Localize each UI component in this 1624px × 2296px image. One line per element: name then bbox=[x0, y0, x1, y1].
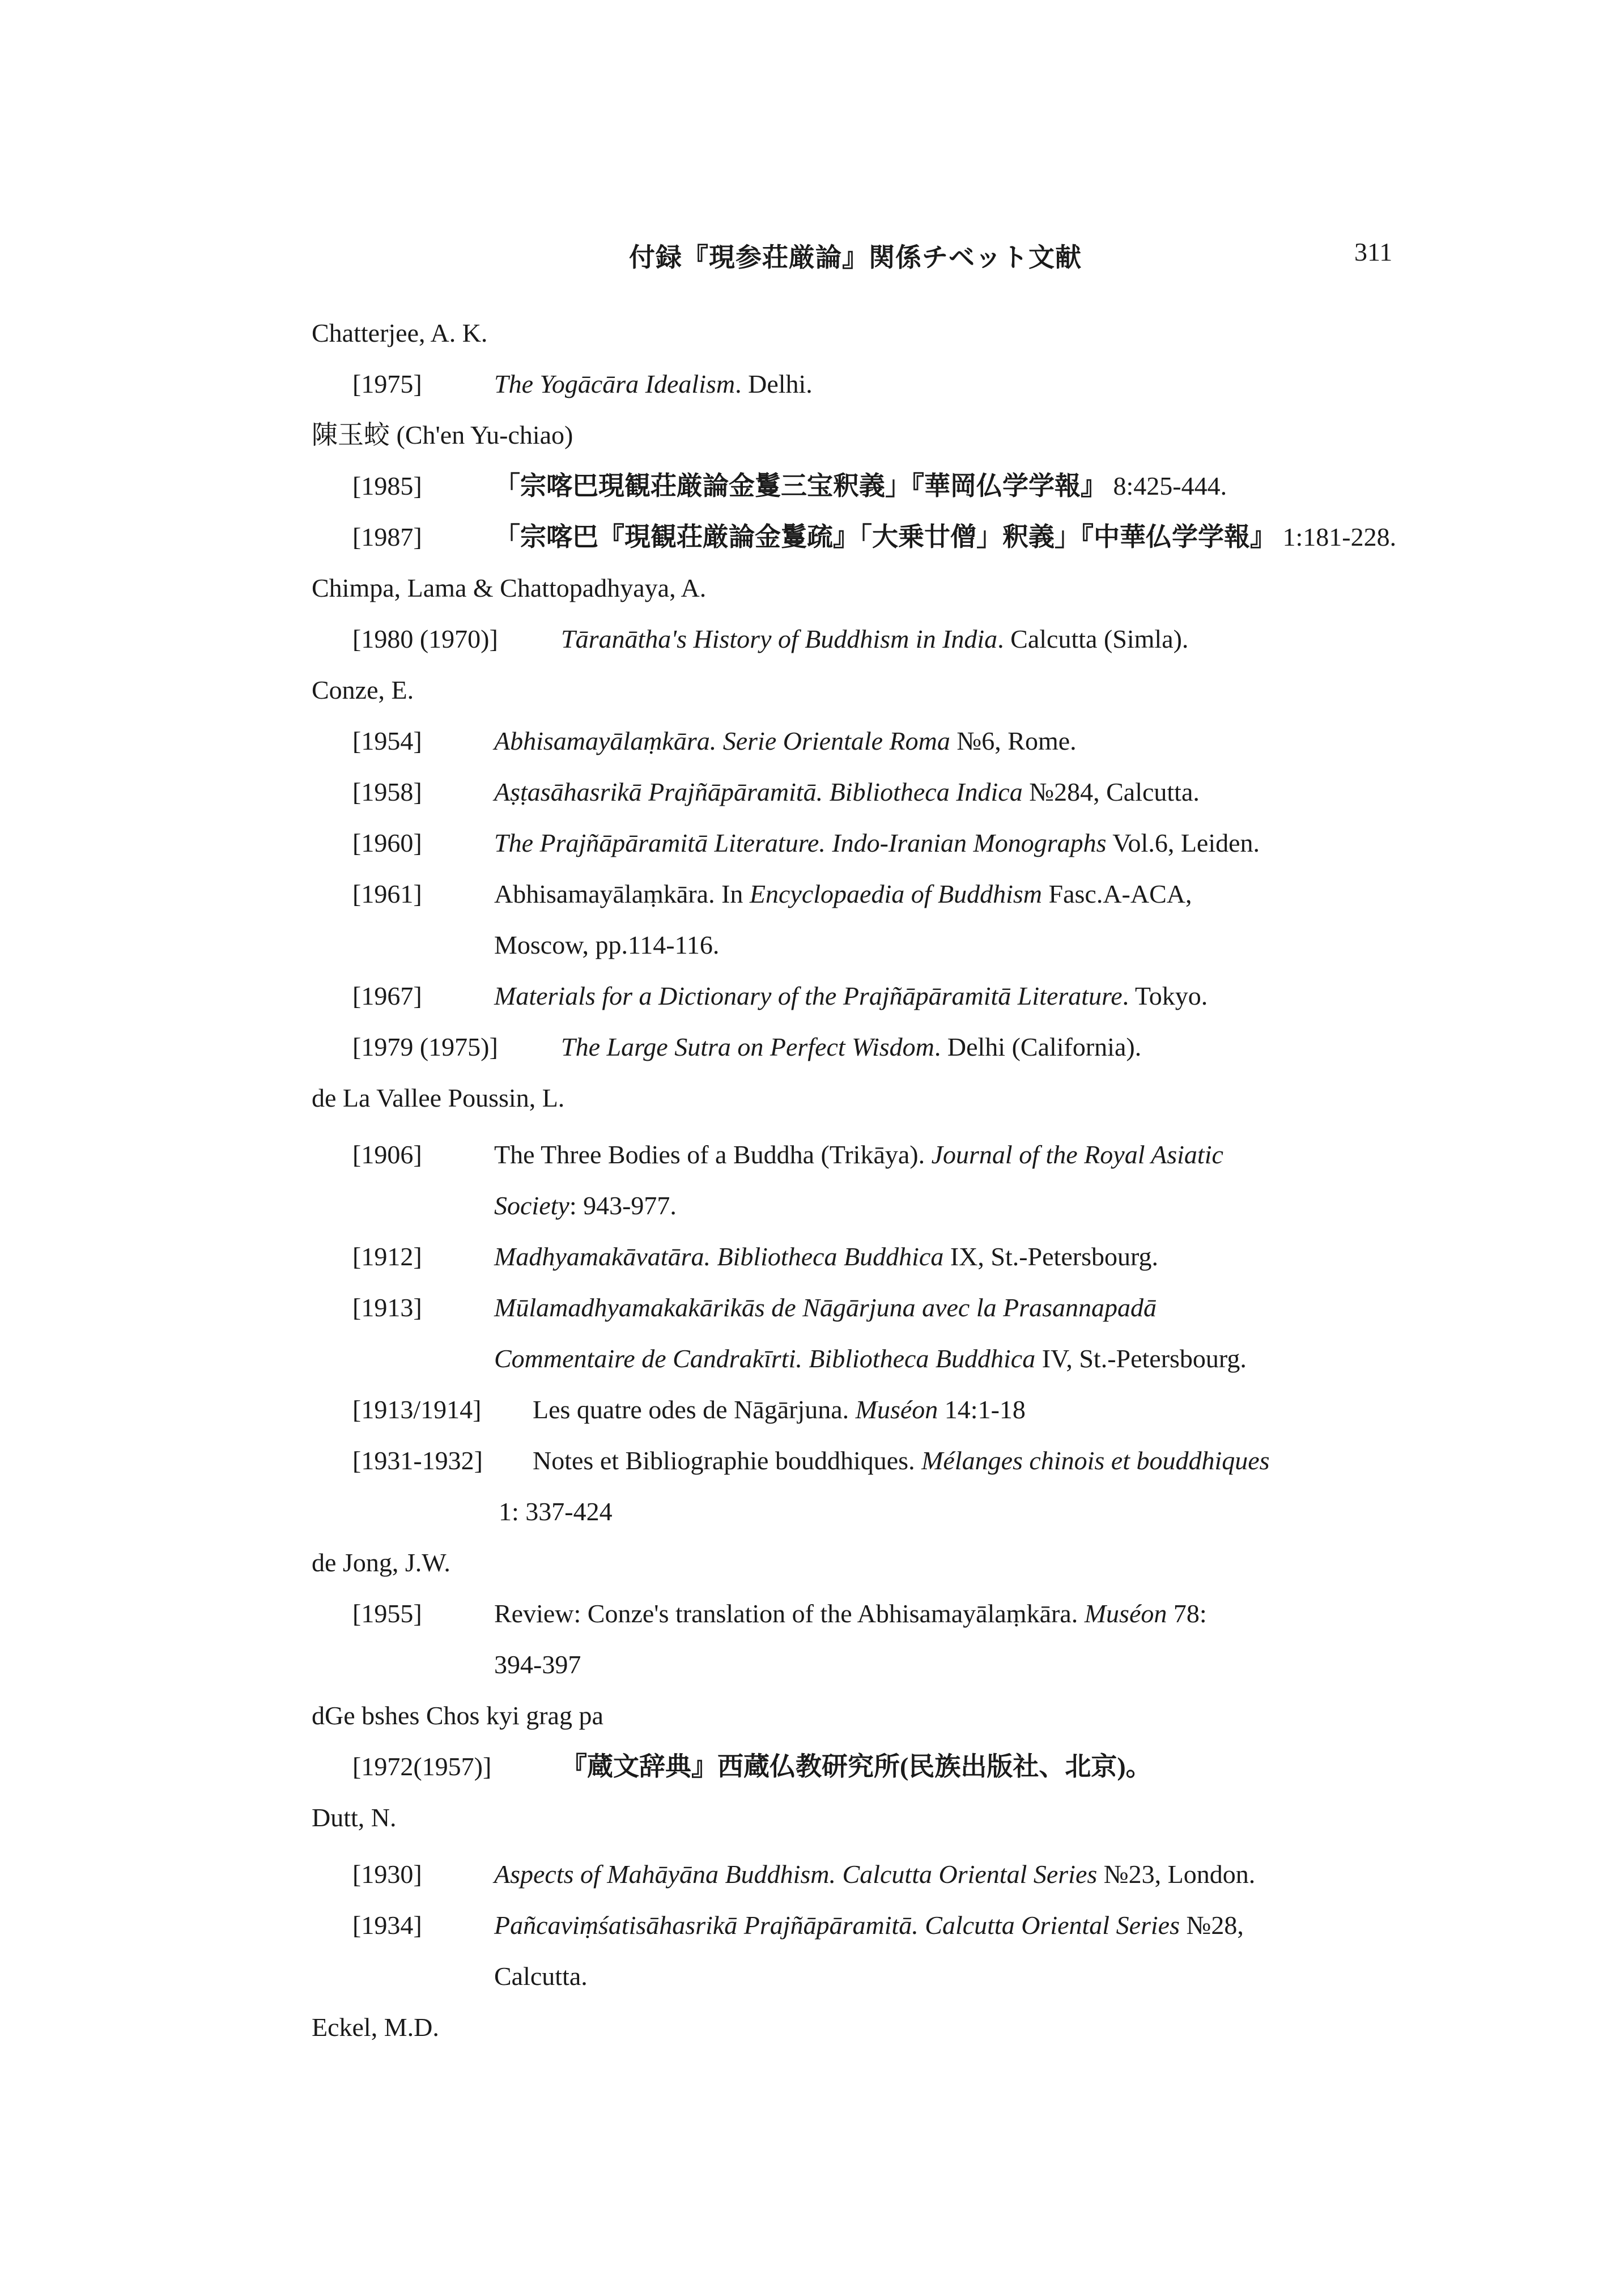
citation-text bbox=[494, 520, 1396, 554]
citation-year: [1985] bbox=[352, 471, 422, 500]
citation-text bbox=[561, 1030, 1141, 1064]
citation-text bbox=[561, 1750, 1152, 1784]
citation-year: [1955] bbox=[352, 1599, 422, 1628]
citation-text bbox=[494, 1597, 1207, 1631]
text-segment: №6, Rome. bbox=[950, 726, 1077, 755]
text-segment: . Delhi. bbox=[735, 369, 813, 398]
citation-text-continued bbox=[494, 928, 719, 962]
citation-text bbox=[494, 1240, 1158, 1274]
text-segment: Tāranātha's History of Buddhism in India bbox=[561, 624, 998, 653]
citation-year: [1979 (1975)] bbox=[352, 1032, 498, 1061]
text-segment: The Three Bodies of a Buddha (Trikāya). bbox=[494, 1140, 932, 1169]
citation-text-continued bbox=[494, 1648, 581, 1682]
citation-text-continued bbox=[494, 1959, 588, 1993]
text-segment: 「宗喀巴現観荘厳論金鬘三宝釈義」『華岡仏学学報』 bbox=[494, 471, 1107, 500]
citation-text-continued bbox=[499, 1495, 613, 1529]
text-segment: Aspects of Mahāyāna Buddhism. Calcutta Oriental Series bbox=[494, 1860, 1098, 1889]
text-segment: Aṣṭasāhasrikā Prajñāpāramitā. Bibliotheca Indica bbox=[494, 777, 1023, 806]
text-segment: The Large Sutra on Perfect Wisdom bbox=[561, 1032, 934, 1061]
text-segment: Encyclopaedia of Buddhism bbox=[749, 879, 1042, 908]
text-segment: Muséon bbox=[855, 1395, 938, 1424]
citation-year: [1906] bbox=[352, 1140, 422, 1169]
text-segment: Calcutta. bbox=[494, 1962, 588, 1991]
author-name: de La Vallee Poussin, L. bbox=[312, 1083, 565, 1112]
citation-text bbox=[494, 469, 1227, 503]
text-segment: Journal of the Royal Asiatic bbox=[931, 1140, 1223, 1169]
text-segment: Les quatre odes de Nāgārjuna. bbox=[533, 1395, 856, 1424]
text-segment: IX, St.-Petersbourg. bbox=[943, 1242, 1158, 1271]
citation-year: [1954] bbox=[352, 726, 422, 755]
citation-text bbox=[494, 1291, 1157, 1325]
author-name: de Jong, J.W. bbox=[312, 1548, 450, 1577]
citation-text bbox=[494, 826, 1260, 860]
text-segment: Vol.6, Leiden. bbox=[1106, 828, 1260, 857]
text-segment: 78: bbox=[1167, 1599, 1207, 1628]
text-segment: Commentaire de Candrakīrti. Bibliotheca Buddhica bbox=[494, 1344, 1036, 1373]
text-segment: Abhisamayālaṃkāra. In bbox=[494, 879, 750, 908]
citation-year: [1912] bbox=[352, 1242, 422, 1271]
citation-year: [1913] bbox=[352, 1293, 422, 1322]
author-name: dGe bshes Chos kyi grag pa bbox=[312, 1701, 603, 1730]
citation-year: [1980 (1970)] bbox=[352, 624, 498, 653]
citation-text bbox=[494, 775, 1200, 809]
citation-text bbox=[494, 1857, 1255, 1891]
text-segment: . Delhi (California). bbox=[934, 1032, 1142, 1061]
citation-year: [1913/1914] bbox=[352, 1395, 482, 1424]
citation-year: [1967] bbox=[352, 981, 422, 1010]
text-segment: №23, London. bbox=[1097, 1860, 1256, 1889]
citation-text bbox=[561, 622, 1188, 656]
text-segment: 1:181-228. bbox=[1276, 522, 1397, 551]
citation-text bbox=[533, 1444, 1270, 1478]
text-segment: 14:1-18 bbox=[938, 1395, 1026, 1424]
citation-text bbox=[494, 367, 813, 401]
citation-text-continued bbox=[494, 1342, 1247, 1376]
citation-year: [1931-1932] bbox=[352, 1446, 483, 1475]
author-name: Chatterjee, A. K. bbox=[312, 318, 488, 347]
text-segment: 「宗喀巴『現観荘厳論金鬘疏』「大乗廿僧」釈義」『中華仏学学報』 bbox=[494, 522, 1276, 551]
text-segment: Abhisamayālaṃkāra. Serie Orientale Roma bbox=[494, 726, 950, 755]
text-segment: : 943-977. bbox=[569, 1191, 677, 1220]
citation-year: [1958] bbox=[352, 777, 422, 806]
text-segment: 1: 337-424 bbox=[499, 1497, 613, 1526]
text-segment: 『蔵文辞典』西蔵仏教研究所(民族出版社、北京)。 bbox=[561, 1752, 1152, 1781]
citation-year: [1975] bbox=[352, 369, 422, 398]
text-segment: Materials for a Dictionary of the Prajñāpāramitā Literature bbox=[494, 981, 1123, 1010]
text-segment: Muséon bbox=[1084, 1599, 1167, 1628]
text-segment: Fasc.A-ACA, bbox=[1042, 879, 1192, 908]
citation-text bbox=[494, 1908, 1244, 1942]
text-segment: The Prajñāpāramitā Literature. Indo-Iranian Monographs bbox=[494, 828, 1107, 857]
citation-text bbox=[494, 979, 1208, 1013]
text-segment: Mélanges chinois et bouddhiques bbox=[921, 1446, 1270, 1475]
author-name: Conze, E. bbox=[312, 675, 414, 704]
citation-text-continued bbox=[494, 1189, 677, 1223]
running-header: 付録『現参荘厳論』関係チベット文献 bbox=[629, 243, 1082, 272]
citation-year: [1972(1957)] bbox=[352, 1752, 492, 1781]
citation-text bbox=[494, 1138, 1223, 1172]
citation-year: [1930] bbox=[352, 1860, 422, 1889]
citation-year: [1934] bbox=[352, 1911, 422, 1940]
text-segment: 394-397 bbox=[494, 1650, 581, 1679]
text-segment: Pañcaviṃśatisāhasrikā Prajñāpāramitā. Calcutta Oriental Series bbox=[494, 1911, 1180, 1940]
citation-text bbox=[494, 724, 1077, 758]
citation-text bbox=[533, 1393, 1026, 1427]
text-segment: IV, St.-Petersbourg. bbox=[1035, 1344, 1247, 1373]
author-name: 陳玉蛟 (Ch'en Yu-chiao) bbox=[312, 420, 573, 449]
text-segment: №28, bbox=[1180, 1911, 1244, 1940]
text-segment: 8:425-444. bbox=[1107, 471, 1227, 500]
text-segment: . Calcutta (Simla). bbox=[997, 624, 1189, 653]
citation-year: [1987] bbox=[352, 522, 422, 551]
author-name: Chimpa, Lama & Chattopadhyaya, A. bbox=[312, 573, 707, 602]
author-name: Dutt, N. bbox=[312, 1803, 397, 1832]
text-segment: Mūlamadhyamakakārikās de Nāgārjuna avec la Prasannapadā bbox=[494, 1293, 1157, 1322]
text-segment: №284, Calcutta. bbox=[1022, 777, 1200, 806]
citation-year: [1961] bbox=[352, 879, 422, 908]
text-segment: . Tokyo. bbox=[1122, 981, 1208, 1010]
text-segment: Review: Conze's translation of the Abhisamayālaṃkāra. bbox=[494, 1599, 1085, 1628]
citation-text bbox=[494, 877, 1192, 911]
text-segment: Moscow, pp.114-116. bbox=[494, 930, 720, 959]
text-segment: Madhyamakāvatāra. Bibliotheca Buddhica bbox=[494, 1242, 944, 1271]
citation-year: [1960] bbox=[352, 828, 422, 857]
page-number: 311 bbox=[1354, 237, 1393, 266]
author-name: Eckel, M.D. bbox=[312, 2013, 439, 2042]
text-segment: The Yogācāra Idealism bbox=[494, 369, 736, 398]
text-segment: Society bbox=[494, 1191, 569, 1220]
text-segment: Notes et Bibliographie bouddhiques. bbox=[533, 1446, 922, 1475]
